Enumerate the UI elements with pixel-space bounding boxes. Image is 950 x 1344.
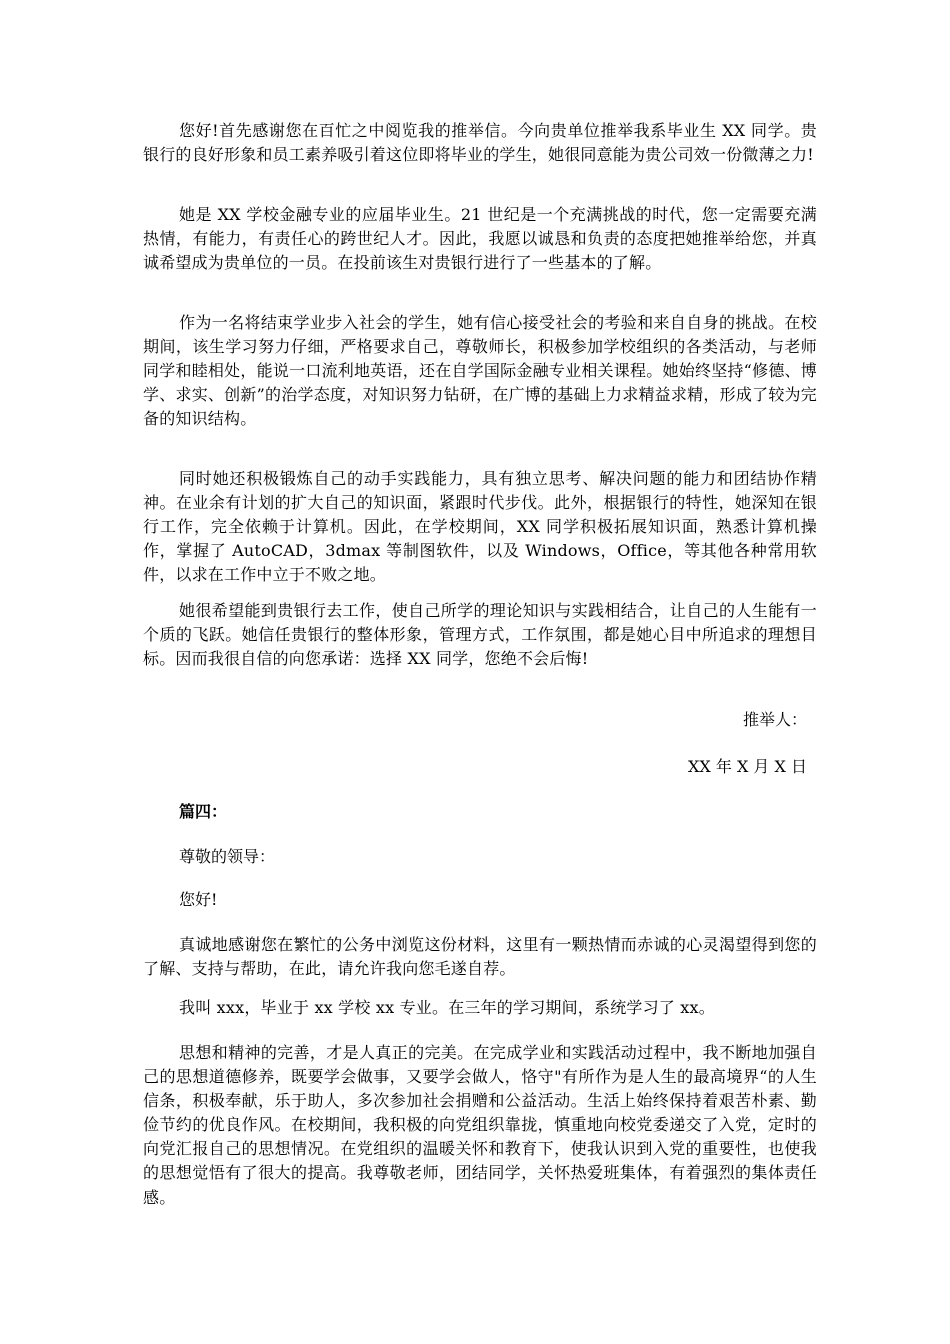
salutation: 尊敬的领导：	[179, 847, 276, 866]
section-title: 篇四：	[179, 802, 228, 821]
signature-label: 推举人：	[742, 710, 807, 729]
paragraph-5: 她很希望能到贵银行去工作，使自己所学的理论知识与实践相结合，让自己的人生能有一个质的飞跃。她信任贵银行的整体形象，管理方式，工作氛围，都是她心目中所追求的理想目标。因而我很自信的向您承诺：选择 XX 同学，您绝不会后悔!	[143, 601, 817, 669]
paragraph-6: 真诚地感谢您在繁忙的公务中浏览这份材料，这里有一颗热情而赤诚的心灵渴望得到您的了解、支持与帮助，在此，请允许我向您毛遂自荐。	[143, 935, 817, 979]
paragraph-1: 您好!首先感谢您在百忙之中阅览我的推举信。今向贵单位推举我系毕业生 XX 同学。贵银行的良好形象和员工素养吸引着这位即将毕业的学生，她很同意能为贵公司效一份微薄之力!	[143, 121, 817, 165]
greeting: 您好!	[179, 890, 218, 909]
paragraph-3: 作为一名将结束学业步入社会的学生，她有信心接受社会的考验和来自自身的挑战。在校期间，该生学习努力仔细，严格要求自己，尊敬师长，积极参加学校组织的各类活动，与老师同学和睦相处，能说一口流利地英语，还在自学国际金融专业相关课程。她始终坚持“修德、博学、求实、创新”的治学态度，对知识努力钻研，在广博的基础上力求精益求精，形成了较为完备的知识结构。	[143, 313, 817, 429]
paragraph-2: 她是 XX 学校金融专业的应届毕业生。21 世纪是一个充满挑战的时代，您一定需要充满热情，有能力，有责任心的跨世纪人才。因此，我愿以诚恳和负责的态度把她推举给您，并真诚希望成为贵单位的一员。在投前该生对贵银行进行了一些基本的了解。	[143, 205, 817, 273]
paragraph-7: 我叫 xxx，毕业于 xx 学校 xx 专业。在三年的学习期间，系统学习了 xx。	[179, 998, 715, 1017]
date-line: XX 年 X 月 X 日	[688, 757, 807, 776]
paragraph-8: 思想和精神的完善，才是人真正的完美。在完成学业和实践活动过程中，我不断地加强自己的思想道德修养，既要学会做事，又要学会做人，恪守"有所作为是人生的最高境界“的人生信条，积极奉献，乐于助人，多次参加社会捐赠和公益活动。生活上始终保持着艰苦朴素、勤俭节约的优良作风。在校期间，我积极的向党组织靠拢，慎重地向校党委递交了入党，定时的向党汇报自己的思想情况。在党组织的温暖关怀和教育下，使我认识到入党的重要性，也使我的思想觉悟有了很大的提高。我尊敬老师，团结同学，关怀热爱班集体，有着强烈的集体责任感。	[143, 1043, 817, 1207]
paragraph-4: 同时她还积极锻炼自己的动手实践能力，具有独立思考、解决问题的能力和团结协作精神。在业余有计划的扩大自己的知识面，紧跟时代步伐。此外，根据银行的特性，她深知在银行工作，完全依赖于计算机。因此，在学校期间，XX 同学积极拓展知识面，熟悉计算机操作，掌握了 AutoCAD，3dmax 等制图软件，以及 Windows，Office，等其他各种常用软件，以求在工作中立于不败之地。	[143, 469, 817, 585]
